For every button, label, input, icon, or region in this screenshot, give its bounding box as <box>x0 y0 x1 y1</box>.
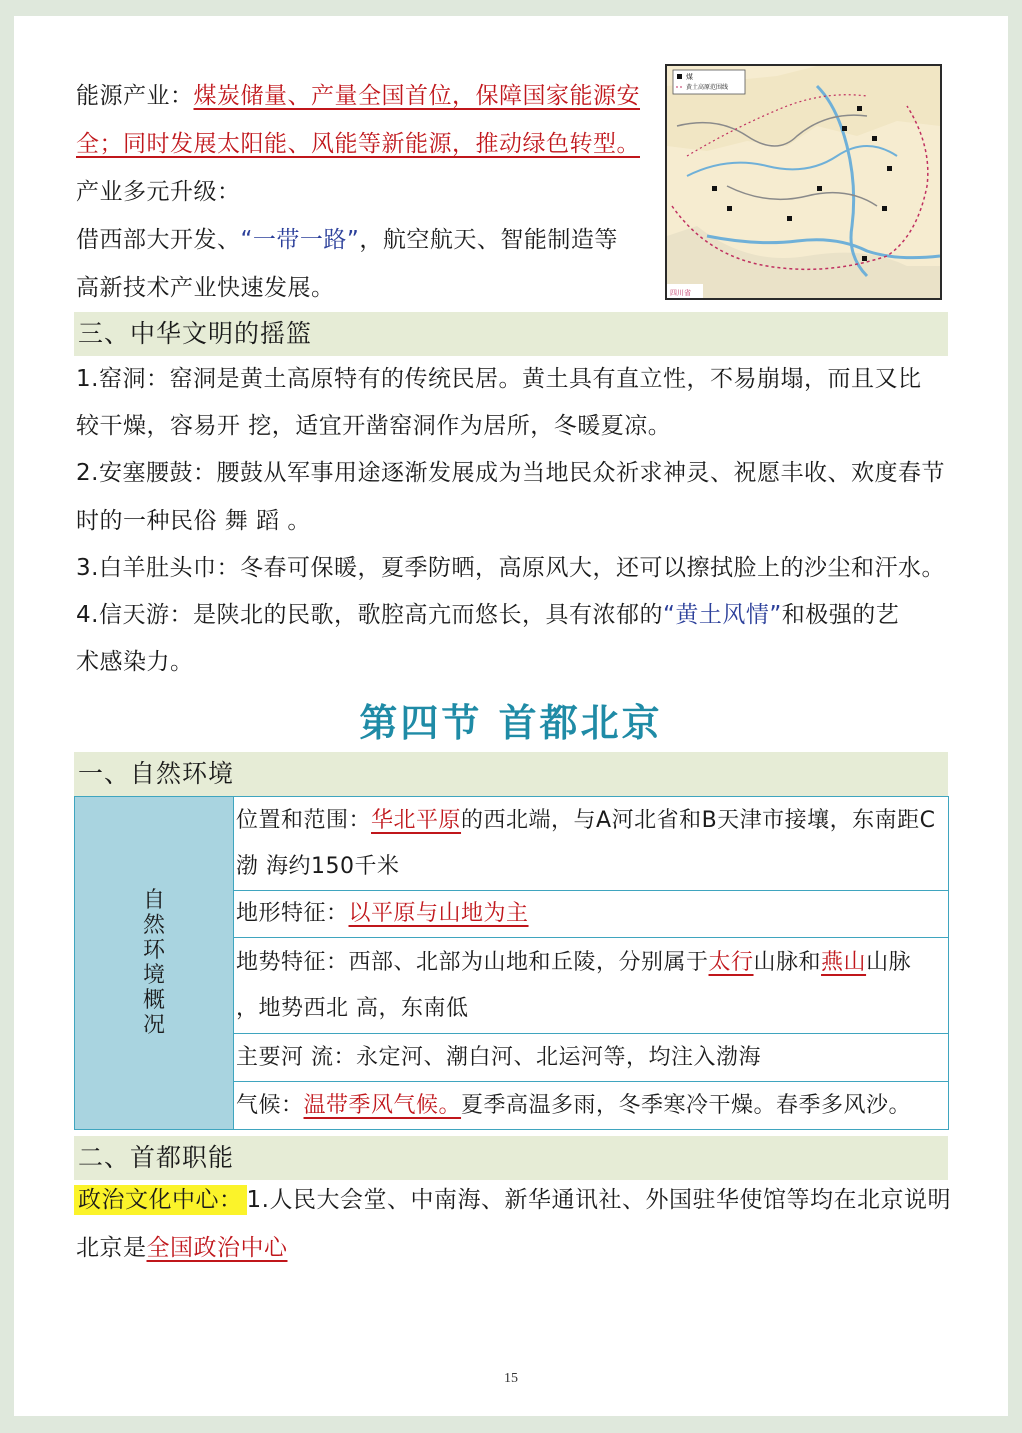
function-line-2 <box>76 1232 288 1264</box>
slope-yanshan: 燕山 <box>821 949 867 975</box>
section-title-capital-functions: 二、首都职能 <box>74 1136 948 1180</box>
map-bottom-label: 四川省 <box>670 289 691 297</box>
xintianyou-line-1 <box>76 599 899 631</box>
function-text-1: 1.人民大会堂、中南海、新华通讯社、外国驻华使馆等均在北京说明 <box>246 1187 951 1213</box>
energy-line-2 <box>76 128 640 160</box>
natural-environment-table <box>74 796 949 1130</box>
terrain-label: 地形特征： <box>236 901 349 926</box>
climate-label: 气候： <box>236 1092 304 1118</box>
cell-terrain <box>234 891 949 938</box>
map-legend-boundary: 黄土高原范围线 <box>686 84 729 91</box>
chapter-title: 第四节 首都北京 <box>359 700 663 745</box>
xintianyou-text-a: 4.信天游：是陕北的民歌，歌腔高亢而悠长，具有浓郁的 <box>76 602 663 628</box>
energy-red-text-2: 全；同时发展太阳能、风能等新能源，推动绿色转型。 <box>76 131 640 157</box>
yaodong-line-2: 较干燥，容易开 挖，适宜开凿窑洞作为居所，冬暖夏凉。 <box>76 413 672 439</box>
climate-rest: 夏季高温多雨，冬季寒冷干燥。春季多风沙。 <box>461 1092 912 1118</box>
map-legend-coal: 煤 <box>686 73 693 81</box>
xintianyou-text-b: 和极强的艺 <box>781 602 900 628</box>
loess-plateau-map <box>665 64 942 300</box>
location-label: 位置和范围： <box>236 807 372 833</box>
slope-line-2: ，地势西北 高，东南低 <box>236 995 469 1021</box>
diversify-text-a: 借西部大开发、 <box>76 227 241 253</box>
cell-location <box>234 797 949 891</box>
xintianyou-line-2: 术感染力。 <box>76 649 194 675</box>
political-center-red: 全国政治中心 <box>146 1235 288 1261</box>
section-title-natural-environment: 一、自然环境 <box>74 752 948 796</box>
energy-line-1 <box>76 80 640 112</box>
slope-mid: 山脉和 <box>753 949 822 975</box>
function-line-1 <box>74 1184 951 1216</box>
side-label-text: 自然环境概况 <box>142 888 165 1038</box>
section-title-civilization: 三、中华文明的摇篮 <box>74 312 948 356</box>
climate-red: 温带季风气候。 <box>303 1092 462 1118</box>
yaodong-line-1: 1.窑洞：窑洞是黄土高原特有的传统民居。黄土具有直立性，不易崩塌，而且又比 <box>76 366 922 392</box>
cell-climate <box>234 1082 949 1130</box>
belt-road-quote: “一带一路” <box>240 227 360 253</box>
document-page <box>14 16 1008 1416</box>
map-graphic <box>667 66 940 298</box>
slope-taihang: 太行 <box>708 949 754 975</box>
energy-red-text-1: 煤炭储量、产量全国首位，保障国家能源安 <box>193 83 640 109</box>
cell-slope <box>234 938 949 1034</box>
cell-rivers: 主要河 流：永定河、潮白河、北运河等，均注入渤海 <box>234 1034 949 1082</box>
table-side-label <box>75 797 234 1130</box>
waist-drum-line-2: 时的一种民俗 舞 蹈 。 <box>76 508 311 534</box>
table-row-location <box>75 797 949 891</box>
location-red: 华北平原 <box>371 807 462 833</box>
slope-label: 地势特征：西部、北部为山地和丘陵，分别属于 <box>236 949 709 975</box>
diversify-line-2: 高新技术产业快速发展。 <box>76 275 335 301</box>
diversify-text-b: ，航空航天、智能制造等 <box>359 227 618 253</box>
slope-end: 山脉 <box>866 949 912 975</box>
location-rest: 的西北端，与A河北省和B天津市接壤，东南距C <box>461 807 936 833</box>
headscarf-line: 3.白羊肚头巾：冬春可保暖，夏季防晒，高原风大，还可以擦拭脸上的沙尘和汗水。 <box>76 555 945 581</box>
diversify-line-1 <box>76 224 618 256</box>
location-line-2: 渤 海约150千米 <box>236 853 400 879</box>
function-text-2a: 北京是 <box>76 1235 147 1261</box>
terrain-red: 以平原与山地为主 <box>348 901 529 926</box>
page-number: 15 <box>504 1371 518 1386</box>
energy-label: 能源产业： <box>76 83 194 109</box>
loess-style-quote: “黄土风情” <box>662 602 782 628</box>
political-center-highlight: 政治文化中心： <box>74 1185 247 1215</box>
waist-drum-line-1: 2.安塞腰鼓：腰鼓从军事用途逐渐发展成为当地民众祈求神灵、祝愿丰收、欢度春节 <box>76 460 945 486</box>
diversify-title: 产业多元升级： <box>76 179 241 205</box>
